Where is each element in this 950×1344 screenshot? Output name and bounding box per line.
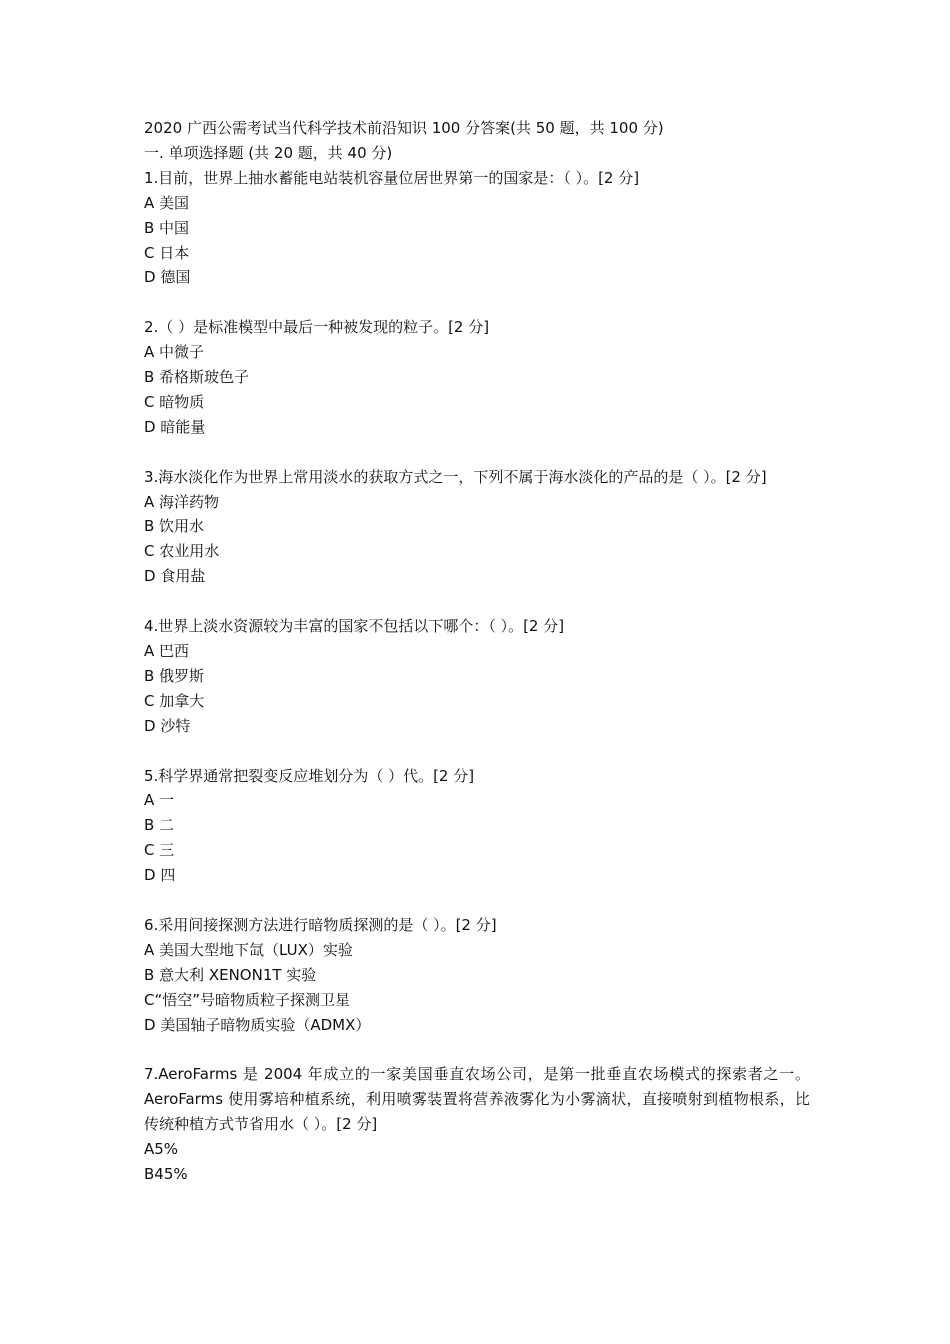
question-block <box>144 913 810 1038</box>
option-a: A 一 <box>144 791 175 810</box>
question-title: 4.世界上淡水资源较为丰富的国家不包括以下哪个：（ ）。[2 分] <box>144 617 565 636</box>
question-title: 3.海水淡化作为世界上常用淡水的获取方式之一，下列不属于海水淡化的产品的是（ ）。[2 分] <box>144 467 767 486</box>
spacer <box>144 1037 810 1062</box>
option-b: B45% <box>144 1164 188 1183</box>
option-a: A 中微子 <box>144 343 205 362</box>
document-page <box>144 116 810 1187</box>
question-title: 1.目前，世界上抽水蓄能电站装机容量位居世界第一的国家是：（ ）。[2 分] <box>144 168 640 187</box>
option-c: C 日本 <box>144 243 190 262</box>
option-b: B 饮用水 <box>144 517 205 536</box>
question-block <box>144 166 810 291</box>
option-b: B 俄罗斯 <box>144 666 205 685</box>
spacer <box>144 888 810 913</box>
spacer <box>144 589 810 614</box>
option-c: C 三 <box>144 841 175 860</box>
option-d: D 食用盐 <box>144 567 206 586</box>
question-block <box>144 614 810 739</box>
spacer <box>144 440 810 465</box>
document-title: 2020 广西公需考试当代科学技术前沿知识 100 分答案(共 50 题，共 100 分) <box>144 119 664 137</box>
section-heading: 一. 单项选择题 (共 20 题，共 40 分) <box>144 143 393 162</box>
option-a: A 美国大型地下氙（LUX）实验 <box>144 940 353 959</box>
option-b: B 中国 <box>144 218 190 237</box>
option-a: A 美国 <box>144 193 190 212</box>
option-d: D 美国轴子暗物质实验（ADMX） <box>144 1015 371 1034</box>
option-a: A5% <box>144 1140 179 1159</box>
option-d: D 四 <box>144 866 176 885</box>
question-title: 2.（ ）是标准模型中最后一种被发现的粒子。[2 分] <box>144 318 490 337</box>
option-d: D 沙特 <box>144 716 191 735</box>
option-b: B 希格斯玻色子 <box>144 368 250 387</box>
option-c: C 加拿大 <box>144 691 205 710</box>
option-c: C“悟空”号暗物质粒子探测卫星 <box>144 990 351 1009</box>
option-b: B 二 <box>144 816 175 835</box>
option-d: D 德国 <box>144 268 191 287</box>
option-c: C 暗物质 <box>144 392 205 411</box>
spacer <box>144 739 810 764</box>
question-block <box>144 1062 810 1187</box>
question-title: 7.AeroFarms 是 2004 年成立的一家美国垂直农场公司，是第一批垂直农场模式的探索者之一。AeroFarms 使用雾培种植系统，利用喷雾装置将营养液雾化为小雾滴状，直接喷射到植物根系，比传统种植方式节省用水（ ）。[2 分] <box>144 1065 810 1134</box>
option-b: B 意大利 XENON1T 实验 <box>144 965 317 984</box>
option-a: A 海洋药物 <box>144 492 220 511</box>
option-c: C 农业用水 <box>144 542 220 561</box>
question-block <box>144 764 810 889</box>
option-a: A 巴西 <box>144 641 190 660</box>
question-title: 5.科学界通常把裂变反应堆划分为（ ）代。[2 分] <box>144 766 475 785</box>
question-block <box>144 465 810 590</box>
option-d: D 暗能量 <box>144 417 206 436</box>
spacer <box>144 290 810 315</box>
question-block <box>144 315 810 440</box>
question-title: 6.采用间接探测方法进行暗物质探测的是（ ）。[2 分] <box>144 915 497 934</box>
